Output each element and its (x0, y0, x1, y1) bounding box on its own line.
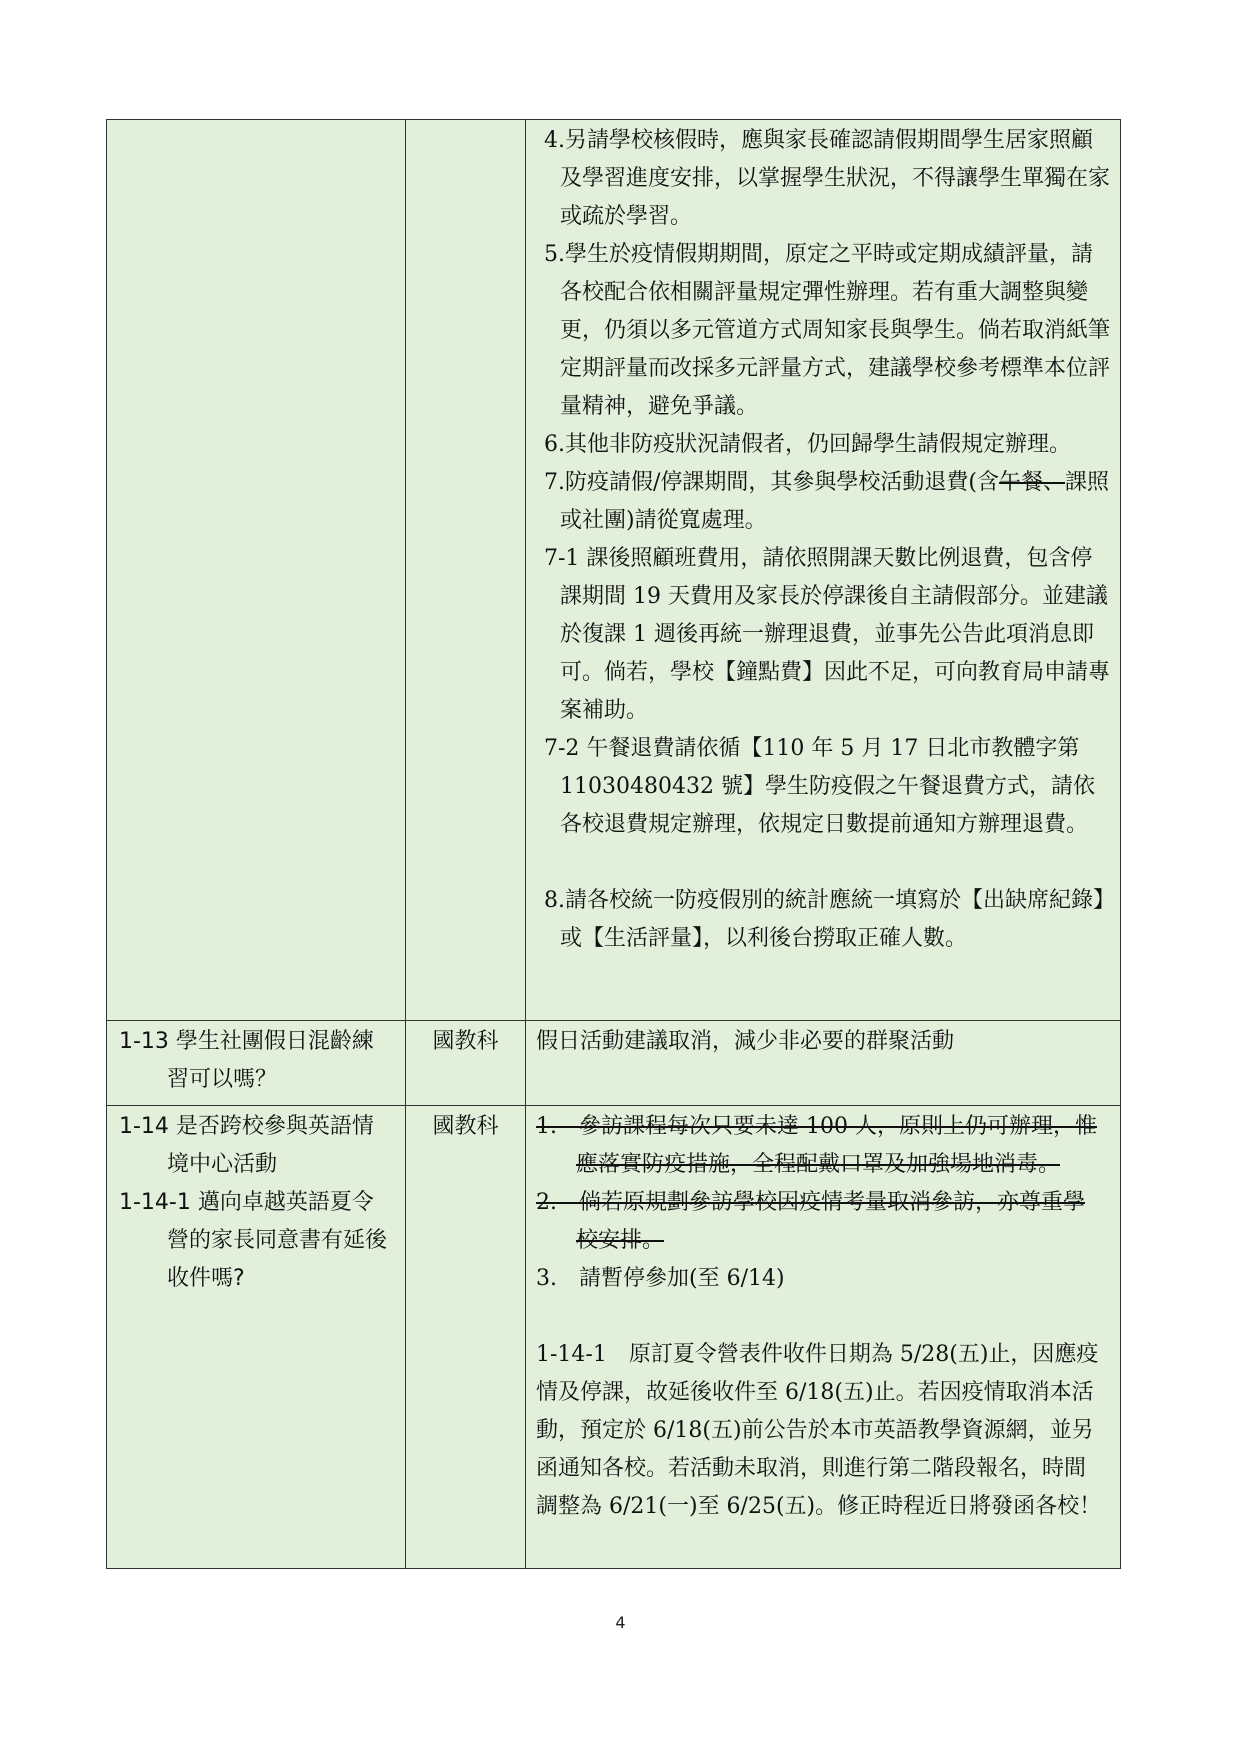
question-1-14: 1-14 是否跨校參與英語情境中心活動 (119, 1114, 374, 1177)
department-label: 國教科 (432, 1114, 499, 1139)
department-label: 國教科 (432, 1029, 499, 1054)
answer-item-7-2: 7-2 午餐退費請依循【110 年 5 月 17 日北市教體字第 11030480432 號】學生防疫假之午餐退費方式，請依各校退費規定辦理，依規定日數提前通知方辦理退費。 (544, 736, 1095, 837)
answer-item-7-tail: 課照或社團)請從寬處理。 (560, 470, 1110, 533)
page-number: 4 (615, 1613, 626, 1632)
table-row (107, 1021, 1121, 1106)
answer-item-4: 4.另請學校核假時，應與家長確認請假期間學生居家照顧及學習進度安排，以掌握學生狀況，不得讓學生單獨在家或疏於學習。 (544, 128, 1111, 229)
answer-item-5: 5.學生於疫情假期期間，原定之平時或定期成績評量，請各校配合依相關評量規定彈性辦理。若有重大調整與變更，仍須以多元管道方式周知家長與學生。倘若取消紙筆定期評量而改採多元評量方式，建議學校參考標準本位評量精神，避免爭議。 (544, 242, 1111, 419)
answer-cell (526, 120, 1121, 1021)
answer-item-7 (544, 464, 1110, 540)
table-row (107, 120, 1121, 1021)
answer-item-7-1: 7-1 課後照顧班費用，請依照開課天數比例退費，包含停課期間 19 天費用及家長於停課後自主請假部分。並建議於復課 1 週後再統一辦理退費，並事先公告此項消息即可。倘若，學校【鐘點費】因此不足，可向教育局申請專案補助。 (544, 546, 1111, 723)
question-cell (107, 1021, 406, 1106)
answer-item-3: 3. 請暫停參加(至 6/14) (536, 1266, 785, 1291)
struck-item-2: 2. 倘若原規劃參訪學校因疫情考量取消參訪，亦尊重學校安排。 (536, 1190, 1085, 1253)
question-1-14-1: 1-14-1 邁向卓越英語夏令營的家長同意書有延後收件嗎? (119, 1190, 388, 1291)
question-cell (107, 1106, 406, 1569)
answer-item-7-text: 7.防疫請假/停課期間，其參與學校活動退費(含 (544, 470, 999, 495)
answer-item-6: 6.其他非防疫狀況請假者，仍回歸學生請假規定辦理。 (544, 432, 1071, 457)
question-cell (107, 120, 406, 1021)
answer-text: 假日活動建議取消，減少非必要的群聚活動 (536, 1029, 955, 1054)
department-cell (406, 120, 526, 1021)
faq-table (106, 119, 1121, 1569)
answer-item-8: 8.請各校統一防疫假別的統計應統一填寫於【出缺席紀錄】或【生活評量】，以利後台撈取正確人數。 (544, 888, 1104, 951)
answer-cell (526, 1106, 1121, 1569)
table-row (107, 1106, 1121, 1569)
question-1-13: 1-13 學生社團假日混齡練習可以嗎？ (119, 1029, 374, 1092)
answer-item-1-14-1: 1-14-1 原訂夏令營表件收件日期為 5/28(五)止，因應疫情及停課，故延後收件至 6/18(五)止。若因疫情取消本活動，預定於 6/18(五)前公告於本市英語教學資源網，並另函通知各校。若活動未取消，則進行第二階段報名，時間調整為 6/21(一)至 6/25(五)。修正時程近日將發函各校！ (536, 1342, 1102, 1519)
struck-item-1: 1. 參訪課程每次只要未達 100 人，原則上仍可辦理，惟應落實防疫措施，全程配戴口罩及加強場地消毒。 (536, 1114, 1097, 1177)
answer-cell (526, 1021, 1121, 1106)
department-cell (406, 1021, 526, 1106)
department-cell (406, 1106, 526, 1569)
struck-text: 午餐、 (999, 470, 1066, 495)
